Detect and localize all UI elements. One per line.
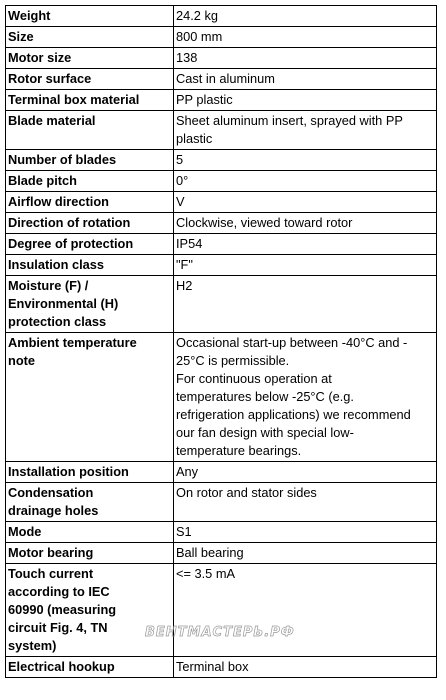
spec-value-cell xyxy=(174,564,437,657)
spec-value-cell xyxy=(174,234,437,255)
spec-label: protection class xyxy=(8,314,107,329)
spec-label-cell xyxy=(6,462,174,483)
table-row xyxy=(6,255,437,276)
spec-label: Insulation class xyxy=(8,257,105,272)
spec-value-cell xyxy=(174,48,437,69)
spec-label-cell xyxy=(6,255,174,276)
spec-label-cell xyxy=(6,150,174,171)
table-row xyxy=(6,522,437,543)
spec-label: Mode xyxy=(8,524,42,539)
spec-label: Degree of protection xyxy=(8,236,134,251)
spec-value: Cast in aluminum xyxy=(176,71,275,86)
spec-value-cell xyxy=(174,6,437,27)
spec-label-cell xyxy=(6,171,174,192)
spec-value-cell xyxy=(174,255,437,276)
spec-value-cell xyxy=(174,27,437,48)
spec-label: Blade pitch xyxy=(8,173,77,188)
spec-value: Any xyxy=(176,464,199,479)
spec-label: Blade material xyxy=(8,113,96,128)
spec-value: Terminal box xyxy=(176,659,249,674)
spec-label: circuit Fig. 4, TN xyxy=(8,620,108,635)
spec-label: Weight xyxy=(8,8,51,23)
spec-label: Size xyxy=(8,29,34,44)
spec-value: Clockwise, viewed toward rotor xyxy=(176,215,353,230)
spec-value-cell xyxy=(174,483,437,522)
spec-value: IP54 xyxy=(176,236,203,251)
table-row xyxy=(6,276,437,333)
spec-label-cell xyxy=(6,27,174,48)
spec-label: according to IEC xyxy=(8,584,110,599)
table-row xyxy=(6,90,437,111)
spec-label: Terminal box material xyxy=(8,92,140,107)
spec-label: Ambient temperature xyxy=(8,335,137,350)
spec-value: "F" xyxy=(176,257,193,272)
table-row xyxy=(6,462,437,483)
table-row xyxy=(6,564,437,657)
table-row xyxy=(6,213,437,234)
spec-label: Installation position xyxy=(8,464,129,479)
table-row xyxy=(6,657,437,678)
spec-label: Condensation xyxy=(8,485,94,500)
spec-label-cell xyxy=(6,6,174,27)
spec-value: 138 xyxy=(176,50,198,65)
spec-value-cell xyxy=(174,462,437,483)
table-row xyxy=(6,234,437,255)
spec-value-cell xyxy=(174,522,437,543)
table-row xyxy=(6,6,437,27)
table-row xyxy=(6,69,437,90)
spec-label: Electrical hookup xyxy=(8,659,115,674)
spec-label-cell xyxy=(6,333,174,462)
specification-table-body xyxy=(6,6,437,678)
spec-label: drainage holes xyxy=(8,503,99,518)
spec-value: our fan design with special low- xyxy=(176,425,354,440)
table-row xyxy=(6,333,437,462)
spec-value-cell xyxy=(174,69,437,90)
spec-label-cell xyxy=(6,276,174,333)
spec-value-cell xyxy=(174,333,437,462)
spec-value-cell xyxy=(174,213,437,234)
table-row xyxy=(6,192,437,213)
spec-value: H2 xyxy=(176,278,193,293)
spec-value: Sheet aluminum insert, sprayed with PP xyxy=(176,113,403,128)
spec-label-cell xyxy=(6,111,174,150)
table-row xyxy=(6,48,437,69)
spec-label-cell xyxy=(6,234,174,255)
spec-value-cell xyxy=(174,111,437,150)
spec-value: 25°C is permissible. xyxy=(176,353,290,368)
spec-value-cell xyxy=(174,657,437,678)
spec-value-cell xyxy=(174,276,437,333)
spec-value: S1 xyxy=(176,524,192,539)
table-row xyxy=(6,111,437,150)
spec-label-cell xyxy=(6,69,174,90)
spec-label-cell xyxy=(6,543,174,564)
table-row xyxy=(6,543,437,564)
spec-label: Direction of rotation xyxy=(8,215,131,230)
spec-label-cell xyxy=(6,483,174,522)
spec-sheet xyxy=(5,5,437,678)
spec-value-cell xyxy=(174,192,437,213)
spec-label: Airflow direction xyxy=(8,194,109,209)
spec-value-cell xyxy=(174,150,437,171)
spec-label: Motor size xyxy=(8,50,72,65)
spec-value: PP plastic xyxy=(176,92,233,107)
spec-value: <= 3.5 mA xyxy=(176,566,236,581)
spec-label: Touch current xyxy=(8,566,94,581)
spec-value: Occasional start-up between -40°C and - xyxy=(176,335,408,350)
spec-value-cell xyxy=(174,90,437,111)
spec-label: Moisture (F) / xyxy=(8,278,89,293)
table-row xyxy=(6,150,437,171)
spec-value: 5 xyxy=(176,152,184,167)
spec-value: V xyxy=(176,194,185,209)
spec-value: Ball bearing xyxy=(176,545,244,560)
spec-value: For continuous operation at xyxy=(176,371,332,386)
spec-label: Environmental (H) xyxy=(8,296,119,311)
spec-value: temperatures below -25°C (e.g. xyxy=(176,389,354,404)
spec-value: temperature bearings. xyxy=(176,443,302,458)
spec-label: Number of blades xyxy=(8,152,117,167)
table-row xyxy=(6,483,437,522)
spec-label: Motor bearing xyxy=(8,545,94,560)
spec-value: 0° xyxy=(176,173,189,188)
spec-value-cell xyxy=(174,171,437,192)
spec-label: 60990 (measuring xyxy=(8,602,117,617)
spec-label: note xyxy=(8,353,36,368)
watermark: ВЕНТМАСТЕРЬ.РФ xyxy=(145,625,295,640)
spec-value: On rotor and stator sides xyxy=(176,485,317,500)
spec-value-cell xyxy=(174,543,437,564)
table-row xyxy=(6,171,437,192)
spec-value: refrigeration applications) we recommend xyxy=(176,407,411,422)
table-row xyxy=(6,27,437,48)
spec-label: system) xyxy=(8,638,57,653)
spec-label-cell xyxy=(6,192,174,213)
spec-value: 24.2 kg xyxy=(176,8,218,23)
spec-label-cell xyxy=(6,213,174,234)
spec-label: Rotor surface xyxy=(8,71,92,86)
spec-label-cell xyxy=(6,48,174,69)
spec-label-cell xyxy=(6,564,174,657)
spec-value: plastic xyxy=(176,131,213,146)
spec-label-cell xyxy=(6,522,174,543)
spec-label-cell xyxy=(6,657,174,678)
spec-label-cell xyxy=(6,90,174,111)
specification-table xyxy=(5,5,437,678)
spec-value: 800 mm xyxy=(176,29,223,44)
